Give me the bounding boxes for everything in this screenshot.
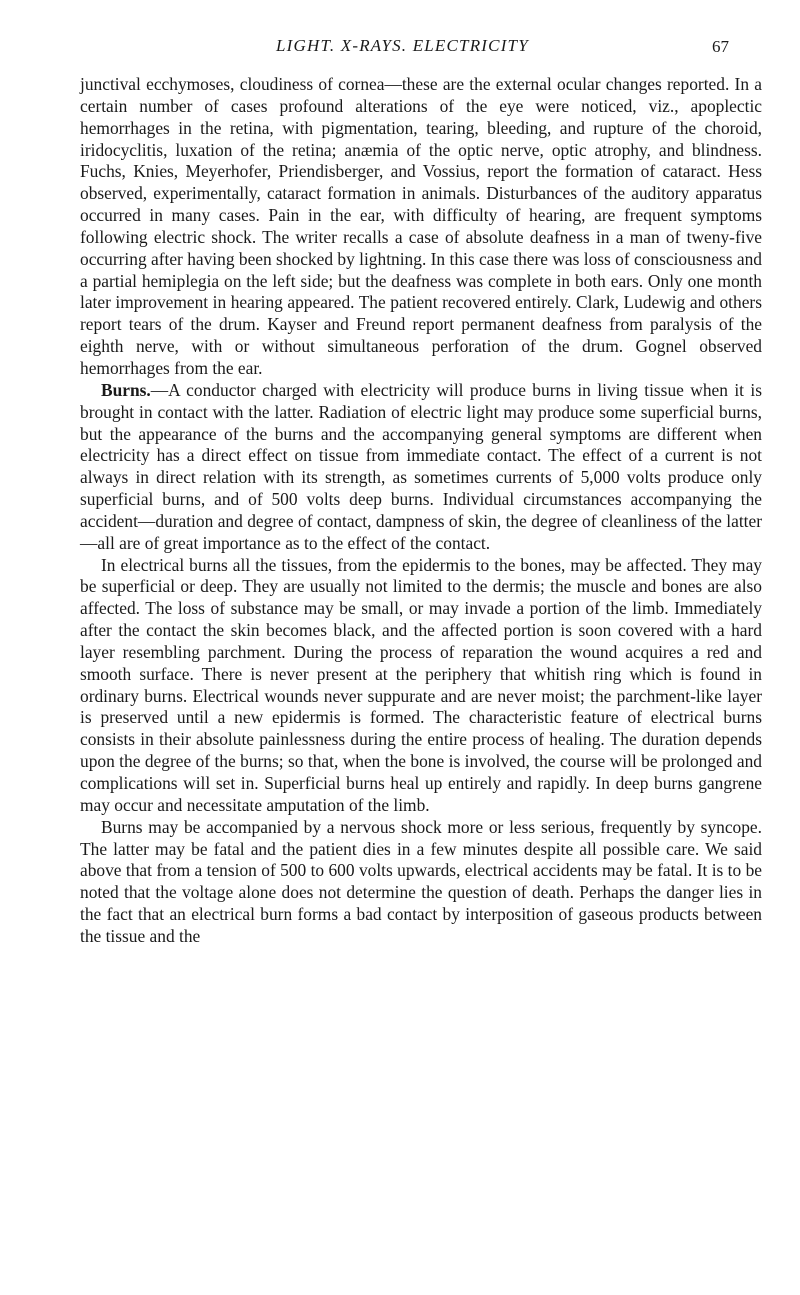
section-heading-burns: Burns. [101, 379, 151, 400]
paragraph-nervous-shock [80, 817, 762, 948]
body-text [80, 74, 762, 948]
paragraph-text: junctival ecchymoses, cloudiness of cornea—these are the external ocular changes reported. In a certain number of cases profound alterations of the eye were noticed, viz., apoplectic hemorrhages in the retina, with pigmentation, tearing, bleeding, and rupture of the choroid, iridocyclitis, luxation of the retina; anæmia of the optic nerve, optic atrophy, and blindness. Fuchs, Knies, Meyerhofer, Priendisberger, and Vossius, report the formation of cataract. Hess observed, experimentally, cataract formation in animals. Disturbances of the auditory apparatus occurred in many cases. Pain in the ear, with difficulty of hearing, are frequent symptoms following electric shock. The writer recalls a case of absolute deafness in a man of tweny-five occurring after having been shocked by lightning. In this case there was loss of consciousness and a partial hemiplegia on the left side; but the deafness was complete in both ears. Only one month later improvement in hearing appeared. The patient recovered entirely. Clark, Ludewig and others report tears of the drum. Kayser and Freund report permanent deafness from paralysis of the eighth nerve, with or without simultaneous perforation of the drum. Gognel observed hemorrhages from the ear. [80, 74, 762, 378]
paragraph-eye-ear-effects [80, 74, 762, 380]
paragraph-text: In electrical burns all the tissues, from the epidermis to the bones, may be affected. They may be superficial or deep. They are usually not limited to the dermis; the muscle and bones are also affected. The loss of substance may be small, or may invade a portion of the limb. Immediately after the contact the skin becomes black, and the affected portion is soon covered with a hard layer resembling parchment. During the process of reparation the wound acquires a red and smooth surface. There is never present at the periphery that whitish ring which is found in ordinary burns. Electrical wounds never suppurate and are never moist; the parchment-like layer is preserved until a new epidermis is formed. The characteristic feature of electrical burns consists in their absolute painlessness during the entire process of healing. The duration depends upon the degree of the burns; so that, when the bone is involved, the course will be prolonged and complications will set in. Superficial burns heal up entirely and rapidly. In deep burns gangrene may occur and necessitate amputation of the limb. [80, 554, 762, 815]
paragraph-text: —A conductor charged with electricity will produce burns in living tissue when it is brought in contact with the latter. Radiation of electric light may produce some superficial burns, but the appearance of the burns and the accompanying general symptoms are different when electricity has a direct effect on tissue from immediate contact. The effect of a current is not always in direct relation with its strength, as sometimes currents of 5,000 volts produce only superficial burns, and of 500 volts deep burns. Individual circumstances accompanying the accident—duration and degree of contact, dampness of skin, the degree of cleanliness of the latter—all are of great importance as to the effect of the contact. [80, 379, 762, 553]
paragraph-text: Burns may be accompanied by a nervous shock more or less serious, frequently by syncope. The latter may be fatal and the patient dies in a few minutes despite all possible care. We said above that from a tension of 500 to 600 volts upwards, electrical accidents may be fatal. It is to be noted that the voltage alone does not determine the question of death. Perhaps the danger lies in the fact that an electrical burn forms a bad contact by interposition of gaseous products between the tissue and the [80, 816, 762, 946]
paragraph-burn-characteristics [80, 555, 762, 817]
running-head [0, 36, 800, 60]
page-number: 67 [712, 37, 729, 56]
running-title: LIGHT. X-RAYS. ELECTRICITY [276, 36, 529, 55]
paragraph-burns-intro [80, 380, 762, 555]
